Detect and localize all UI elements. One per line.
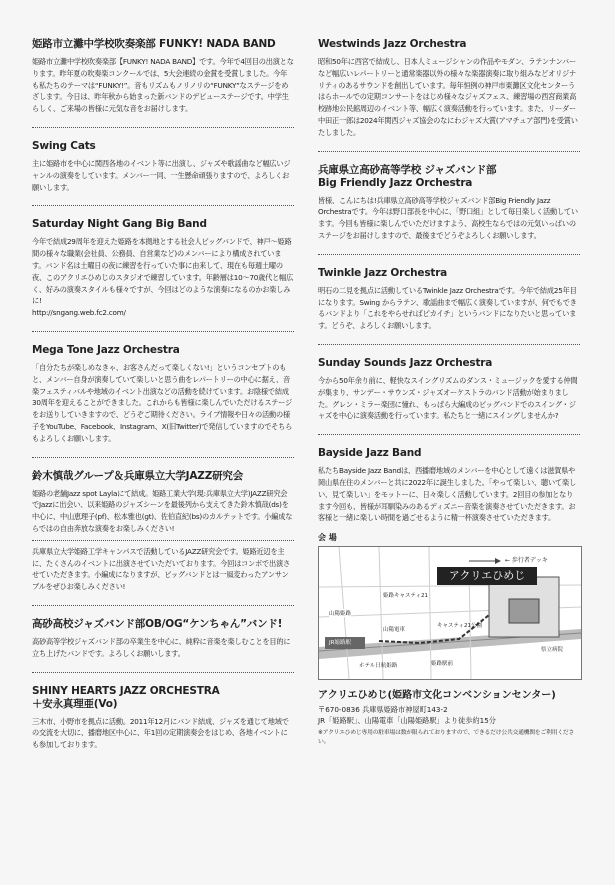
venue-address: 〒670-0836 兵庫県姫路市神屋町143-2 [318, 705, 448, 715]
map-label-castie: 姫路キャスティ21 [383, 593, 428, 600]
venue-map-label: 会 場 [318, 533, 337, 543]
band-website-link[interactable]: http://sngang.web.fc2.com/ [32, 308, 126, 318]
divider [32, 672, 294, 673]
pedestrian-deck-label: ← 歩行者デッキ [505, 557, 548, 565]
divider [32, 605, 294, 606]
map-label-hospital: 県立病院 [541, 647, 564, 654]
band-description: 皆様、こんにちは!兵庫県立高砂高等学校ジャズバンド部Big Friendly Jazz Orchestraです。今年は野口部長を中心に、「野口組」として毎日楽しく活動しています。今回も皆様に楽しんでいただけますよう、高校生ならではの元気いっぱいのステージをお届けしますので、最後までどうぞよろしくお願いします。 [318, 195, 578, 240]
band-title: 高砂高校ジャズバンド部OB/OG“ケンちゃん”バンド! [32, 617, 283, 630]
venue-map [318, 546, 582, 680]
map-label-station-front: 姫路駅前 [431, 661, 454, 668]
divider [32, 540, 294, 541]
band-shiny-hearts [32, 681, 294, 757]
divider [32, 457, 294, 458]
band-saturday-night-gang [32, 214, 294, 325]
band-description: 三木市、小野市を拠点に活動。2011年12月にバンド結成、ジャズを通じて地域での交流を大切に、播磨地区中心に、年1回の定期演奏会をはじめ、各地イベントにも参加しております。 [32, 716, 289, 750]
venue-title: アクリエひめじ(姫路市文化コンベンションセンター) [318, 690, 556, 702]
band-title: Bayside Jazz Band [318, 447, 422, 460]
map-label-park: キャスティ21公園 [437, 623, 482, 630]
band-description-2: 兵庫県立大学姫路工学キャンパスで活動しているJAZZ研究会です。姫路近辺を主に、たくさんのイベントに出演させていただいております。今回はコンボで出演させていただきます。小編成になりますが、ビッグバンドとは一風変わったアンサンブルをぜひお楽しみください! [32, 546, 290, 592]
map-label-hotel: ホテル日航姫路 [359, 663, 398, 670]
divider [318, 254, 580, 255]
band-sunday-sounds [318, 353, 580, 428]
band-description: 今年で結成29周年を迎えた姫路を本拠地とする社会人ビッグバンドで、神戸〜姫路間の様々な職業(会社員、公務員、自営業など)のメンバーにより構成されています。バンド名は土曜日の夜に練習を行っていた事に由来して、現在も毎週土曜の夜、このアクリエひめじのスタジオで練習しています。年齢層は10〜70歳代と幅広く、好みの演奏スタイルも様々ですが、今回はどのような演奏になるのかお楽しみに! [32, 237, 294, 306]
divider [318, 344, 580, 345]
venue-parking-note: ※アクリエひめじ専用の駐車場は数が限られておりますので、できるだけ公共交通機関をご利用ください。 [318, 730, 575, 746]
band-mega-tone [32, 340, 294, 451]
band-title: 姫路市立灘中学校吹奏楽部 FUNKY! NADA BAND [32, 38, 276, 50]
map-label-sanyo: 山陽姫路 [329, 611, 352, 618]
band-title: Sunday Sounds Jazz Orchestra [318, 356, 493, 369]
band-title: Twinkle Jazz Orchestra [318, 266, 448, 279]
band-subtitle: Big Friendly Jazz Orchestra [318, 176, 473, 189]
band-takasago-ob [32, 614, 294, 666]
band-title: 兵庫県立高砂高等学校 ジャズバンド部 [318, 163, 497, 176]
band-title: Swing Cats [32, 139, 96, 152]
band-twinkle [318, 263, 580, 338]
band-description: 「自分たちが楽しめなきゃ、お客さんだって楽しくない!」というコンセプトのもと、メンバー自身が演奏していて楽しいと思う曲をレパートリーの中心に据え、音楽フェスティバルや地域のイベント出演などの活動を続けています。お陰様で結成30周年を迎えることができました。これからも皆様に楽しんでいただけるステージをお送りしていきますので、どうぞご期待ください。ライブ情報や日々の活動の様子をYouTube、Facebook、Instagram、X(旧Twitter)で発信していますのでそちらもよろしくお願いします。 [32, 362, 293, 443]
divider [32, 127, 294, 128]
band-description: 昭和50年に西宮で結成し、日本人ミュージシャンの作品やモダン、ラテンナンバーなど幅広いレパートリーと通常楽器以外の様々な楽器演奏に取り組みなどオリジナリティのあるサウンドを創出しています。毎年恒例の神戸市東灘区文化センターうはらホールでの定期コンサートをはじめ様々なジャズフェス、練習場の西宮商業高校跡地公民館周辺のイベント等、幅広く演奏活動を行っています。また、リーダー中田正一郎は2024年関西ジャズ協会のなにわジャズ大賞(アマチュア部門)を受賞いたしました。 [318, 57, 578, 137]
band-title: SHINY HEARTS JAZZ ORCHESTRA [32, 684, 220, 697]
venue-access: JR「姫路駅」、山陽電車「山陽姫路駅」より徒歩約15分 [318, 716, 496, 726]
band-description: 姫路市立灘中学校吹奏楽部【FUNKY! NADA BAND】です。今年で4回目の出演となります。昨年夏の吹奏楽コンクールでは、5大会連続の金賞を受賞しました。今年も私たちのテーマは“FUNKY!”。音もリズムもノリノリの“FUNKY”なステージをめざします。今日は、昨年秋から始まった新バンドのデビューステージです。中学生らしく、ご来場の皆様に元気な音をお届けします。 [32, 57, 294, 114]
band-description: 今から50年余り前に、軽快なスイングリズムのダンス・ミュージックを愛する仲間が集まり、サンデー・サウンズ・ジャズオーケストラのバンド活動が始まりました。グレン・ミラー楽団に憧れ、もっぱら大編成のビッグバンドでのスイング・ジャズを中心に演奏活動を行っています。私たちと一緒にスイングしませんか? [318, 375, 578, 421]
venue-map-name: アクリエひめじ [448, 569, 526, 583]
map-label-jr: JR姫路駅 [329, 640, 351, 647]
band-description: 姫路の老舗Jazz spot Laylaにて結成。姫路工業大学(現:兵庫県立大学)JAZZ研究会でJazzに出会い、以来姫路のジャズシーンを最後列から支えてきた鈴木慎哉(ds)を中心に、中山恵理子(pf)、松本雅也(gt)、佐伯直紀(bs)のカルテットです。小編成ならではの自由奔放な演奏をお楽しみください! [32, 488, 293, 533]
band-title: Westwinds Jazz Orchestra [318, 38, 467, 50]
band-description: 高砂高等学校ジャズバンド部の卒業生を中心に、純粋に音楽を楽しむことを目的に立ち上げたバンドです。よろしくお願いします。 [32, 636, 291, 658]
divider [318, 434, 580, 435]
band-description: 私たちBayside Jazz Bandは、西播磨地域のメンバーを中心として遠くは滋賀県や岡山県在住のメンバーと共に2022年に誕生しました。「やって楽しい、聴いて楽しい、見て楽しい」をモットーに、日々楽しく活動しています。2回目の参加となります今回も、皆様が耳馴染みのあるディズニー音楽を演奏させていただきます。お客様と一緒に楽しい時間を過ごせるように精一杯演奏させていただきます。 [318, 466, 576, 523]
right-column [318, 34, 580, 747]
venue-info [318, 686, 580, 747]
band-nada [32, 34, 294, 121]
band-takasago-hs [318, 160, 580, 248]
band-subtitle: ＋安永真理亜(Vo) [32, 697, 118, 710]
band-description: 主に姫路市を中心に関西各地のイベント等に出演し、ジャズや歌謡曲など幅広いジャンルの演奏をしています。メンバー一同、一生懸命頑張りますので、よろしくお願いします。 [32, 158, 291, 192]
divider [318, 151, 580, 152]
map-label-sanyo-train: 山陽電車 [383, 627, 406, 634]
band-description: 明石の二見を拠点に活動しているTwinkle Jazz Orchestraです。今年で結成25年目になります。Swing からラテン、歌謡曲まで幅広く演奏していますが、何でもできるバンドより「これをやらせればピカイチ」というバンドになりたいと思っています。どうぞ、よろしくお願いします。 [318, 285, 577, 331]
band-westwinds [318, 34, 580, 145]
band-swing-cats [32, 136, 294, 199]
band-suzuki-group [32, 466, 294, 599]
band-title: Saturday Night Gang Big Band [32, 218, 207, 231]
band-bayside [318, 443, 580, 530]
band-title: 鈴木慎哉グループ＆兵庫県立大学JAZZ研究会 [32, 469, 244, 482]
band-title: Mega Tone Jazz Orchestra [32, 343, 180, 356]
divider [32, 205, 294, 206]
divider [32, 331, 294, 332]
left-column [32, 34, 294, 757]
